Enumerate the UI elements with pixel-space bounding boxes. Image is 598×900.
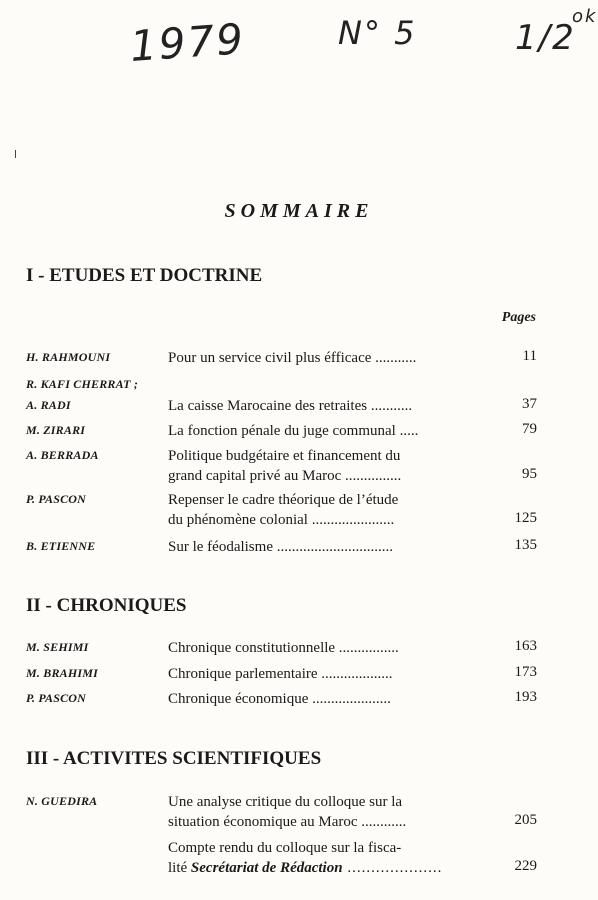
page-title: SOMMAIRE	[224, 200, 374, 222]
entry-page: 205	[514, 812, 537, 828]
entry-author: M. ZIRARI	[26, 423, 86, 437]
entry-page: 163	[514, 638, 537, 654]
entry-page: 229	[514, 858, 537, 874]
entry-title: Pour un service civil plus éfficace ...........	[168, 350, 417, 366]
entry-title-line: situation économique au Maroc ............	[168, 814, 407, 830]
handwritten-fraction: 1/2	[515, 18, 576, 58]
entry-page: 95	[522, 466, 537, 482]
entry-title-line: Compte rendu du colloque sur la fisca-	[168, 840, 402, 856]
entry-page: 11	[522, 348, 537, 364]
entry-page: 135	[514, 537, 537, 553]
entry-title-line: Politique budgétaire et financement du	[168, 448, 401, 464]
entry-page: 193	[514, 689, 537, 705]
handwritten-year: 1979	[128, 14, 247, 71]
entry-author: A. BERRADA	[26, 448, 99, 462]
entry-title: Chronique parlementaire ...................	[168, 666, 393, 682]
entry-title-line: Repenser le cadre théorique de l’étude	[168, 492, 399, 508]
entry-title: La fonction pénale du juge communal .....	[168, 423, 419, 439]
section-heading: II - CHRONIQUES	[26, 595, 187, 616]
entry-page: 79	[522, 421, 537, 437]
entry-title-line: du phénomène colonial ......................	[168, 512, 395, 528]
entry-author: R. KAFI CHERRAT ;	[26, 377, 139, 391]
entry-title: Chronique économique .....................	[168, 691, 391, 707]
entry-author: M. SEHIMI	[26, 640, 89, 654]
entry-author-inline: Secrétariat de Rédaction	[190, 860, 343, 876]
handwritten-issue-number: N° 5	[338, 14, 417, 52]
entry-author: P. PASCON	[26, 691, 87, 705]
entry-title-line: grand capital privé au Maroc ...............	[168, 468, 402, 484]
entry-author: N. GUEDIRA	[26, 794, 98, 808]
entry-page: 37	[522, 396, 537, 412]
margin-tick	[15, 150, 16, 158]
entry-page: 173	[514, 664, 537, 680]
entry-title-line: Une analyse critique du colloque sur la	[168, 794, 403, 810]
pages-column-header: Pages	[501, 310, 536, 325]
entry-title: Chronique constitutionnelle ................	[168, 640, 399, 656]
entry-author: B. ETIENNE	[26, 539, 96, 553]
section-heading: I - ETUDES ET DOCTRINE	[26, 265, 263, 286]
entry-author: H. RAHMOUNI	[26, 350, 111, 364]
entry-title-line	[168, 858, 488, 878]
entry-author: P. PASCON	[26, 492, 87, 506]
handwritten-mark: ok	[572, 6, 598, 27]
entry-page: 125	[514, 510, 537, 526]
entry-author: M. BRAHIMI	[26, 666, 99, 680]
entry-author: A. RADI	[26, 398, 71, 412]
entry-title-prefix: lité	[168, 860, 188, 876]
entry-title: La caisse Marocaine des retraites ...........	[168, 398, 413, 414]
section-heading: III - ACTIVITES SCIENTIFIQUES	[26, 748, 322, 769]
entry-title: Sur le féodalisme ...............................	[168, 539, 393, 555]
entry-leader-dots: ....................	[342, 860, 443, 876]
